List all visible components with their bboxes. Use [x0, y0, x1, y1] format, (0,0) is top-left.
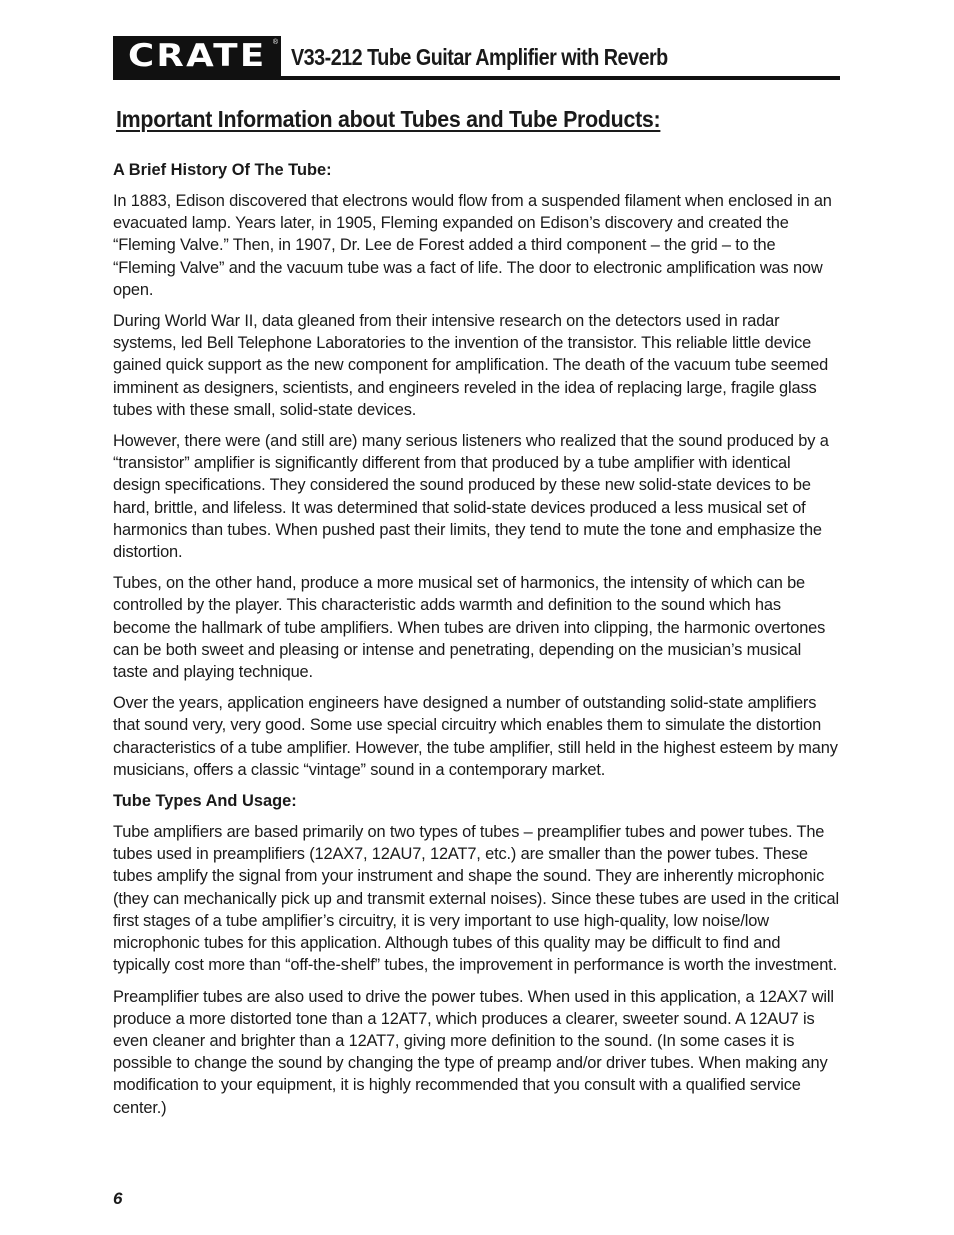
paragraph: Preamplifier tubes are also used to drive the power tubes. When used in this application, a 12AX7 will produce a more distorted tone than a 12AT7, which produces a clearer, sweeter sound. A 12AU7 is even cleaner and brighter than a 12AT7, giving more definition to the sound. (In some cases it is possible to change the sound by changing the type of preamp and/or driver tubes. When making any modification to your equipment, it is highly recommended that you consult with a qualified service center.): [113, 987, 834, 1117]
document-body: [113, 159, 840, 1128]
section-tube-types: [113, 790, 840, 1119]
paragraph: Tube amplifiers are based primarily on two types of tubes – preamplifier tubes and power tubes. The tubes used in preamplifiers (12AX7, 12AU7, 12AT7, etc.) are smaller than the power tubes. These tubes amplify the signal from your instrument and shape the sound. They are inherently microphonic (they can mechanically pick up and transmit external noises). Since these tubes are used in the critical first stages of a tube amplifier’s circuitry, it is very important to use high-quality, low noise/low microphonic tubes for this application. Although tubes of this quality may be difficult to find and typically cost more than “off-the-shelf” tubes, the improvement in performance is worth the investment.: [113, 823, 839, 975]
header-title: V33-212 Tube Guitar Amplifier with Reverb: [291, 44, 668, 70]
paragraph: Over the years, application engineers have designed a number of outstanding solid-state amplifiers that sound very, very good. Some use special circuitry which enables them to simulate the distortion characteristics of a tube amplifier. However, the tube amplifier, still held in the highest esteem by many musicians, offers a classic “vintage” sound in a contemporary market.: [113, 694, 838, 779]
paragraph: However, there were (and still are) many serious listeners who realized that the sound produced by a “transistor” amplifier is significantly different from that produced by a tube amplifier with identical design specifications. They considered the sound produced by these new solid-state devices to be hard, brittle, and lifeless. It was determined that solid-state devices produced a less musical set of harmonics than tubes. When pushed past their limits, they tend to mute the tone and emphasize the distortion.: [113, 432, 829, 562]
section-heading: A Brief History Of The Tube:: [113, 161, 332, 179]
logo-text: CRATE: [127, 37, 267, 74]
paragraph: Tubes, on the other hand, produce a more musical set of harmonics, the intensity of which can be controlled by the player. This characteristic adds warmth and definition to the sound which has become the hallmark of tube amplifiers. When tubes are driven into clipping, the harmonic overtones can be both sweet and pleasing or intense and penetrating, depending on the musician’s musical taste and playing technique.: [113, 574, 826, 682]
crate-logo: [113, 36, 281, 76]
section-heading: Tube Types And Usage:: [113, 792, 297, 811]
page-number: 6: [113, 1189, 123, 1208]
page-heading: Important Information about Tubes and Tube Products:: [116, 106, 661, 132]
registered-mark: ®: [272, 39, 278, 46]
section-tube-history: [113, 159, 840, 781]
paragraph: In 1883, Edison discovered that electrons would flow from a suspended filament when enclosed in an evacuated lamp. Years later, in 1905, Fleming expanded on Edison’s discovery and created the “Fleming Valve.” Then, in 1907, Dr. Lee de Forest added a third component – the grid – to the “Fleming Valve” and the vacuum tube was a fact of life. The door to electronic amplification was now open.: [113, 192, 832, 299]
paragraph: During World War II, data gleaned from their intensive research on the detectors used in radar systems, led Bell Telephone Laboratories to the invention of the transistor. This reliable little device gained quick support as the new component for amplification. The death of the vacuum tube seemed imminent as designers, scientists, and engineers reveled in the idea of replacing large, fragile glass tubes with these small, solid-state devices.: [113, 312, 829, 419]
page-header: [113, 36, 840, 80]
